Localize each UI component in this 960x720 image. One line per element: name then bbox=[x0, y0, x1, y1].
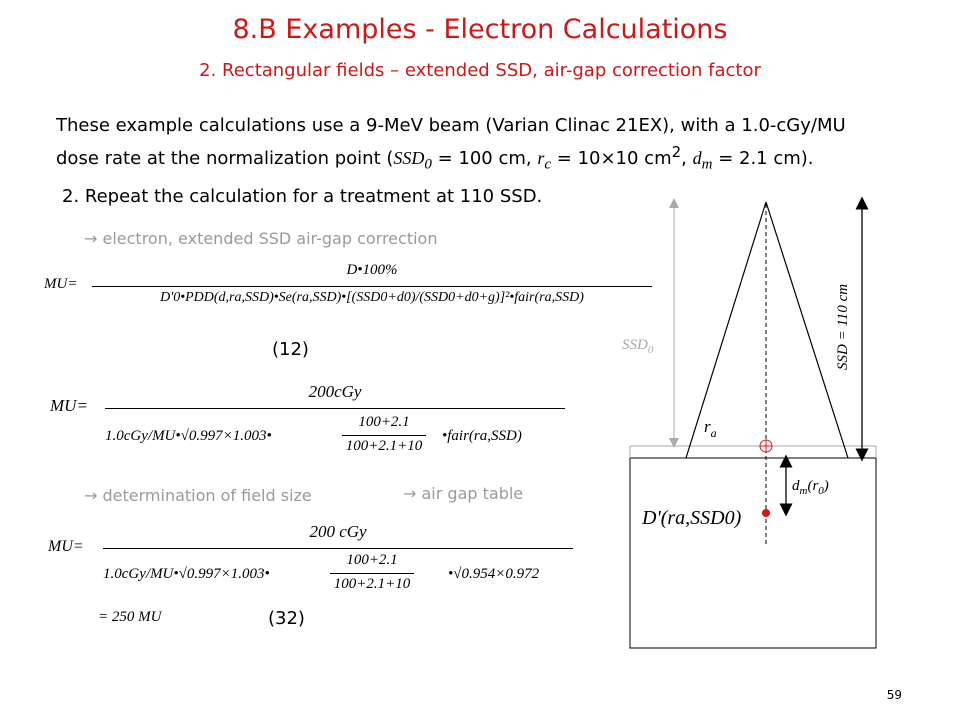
beam-diagram bbox=[600, 190, 940, 660]
eq2-numerator: 200cGy bbox=[308, 382, 362, 401]
arrow-icon: → bbox=[84, 486, 98, 505]
intro-paragraph bbox=[56, 112, 916, 179]
intro-line-2 bbox=[56, 139, 916, 179]
eq2-tail: •fair(ra,SSD) bbox=[442, 428, 522, 444]
eq3-inner-bar bbox=[330, 573, 414, 574]
intro-text: dose rate at the normalization point ( bbox=[56, 148, 394, 169]
step-text: 2. Repeat the calculation for a treatment at 110 SSD. bbox=[62, 186, 543, 207]
arrow-icon: → bbox=[403, 484, 417, 503]
intro-sup2: 2 bbox=[671, 143, 682, 161]
eq3-numerator: 200 cGy bbox=[309, 522, 367, 541]
intro-ssd0 bbox=[393, 148, 432, 173]
eq1-numerator: D•100% bbox=[346, 262, 398, 278]
eq2-lhs: MU= bbox=[50, 396, 88, 415]
intro-dm bbox=[692, 148, 713, 173]
arrow-icon: → bbox=[84, 229, 98, 248]
intro-eq3: = 2.1 cm). bbox=[712, 148, 814, 169]
eq2-fraction-bar bbox=[105, 408, 565, 409]
eq3-inner-denominator: 100+2.1+10 bbox=[333, 576, 411, 592]
eq3-inner-numerator: 100+2.1 bbox=[346, 552, 398, 568]
equation-32 bbox=[48, 520, 578, 610]
air-gap-note-text: electron, extended SSD air-gap correction bbox=[102, 229, 438, 248]
intro-ssd0-sub: 0 bbox=[424, 156, 432, 173]
intro-rc bbox=[537, 148, 552, 173]
intro-ssd0-label: SSD bbox=[393, 148, 425, 168]
dm-label: $d_m(r_0)$ bbox=[792, 478, 829, 497]
slide-title: 8.B Examples - Electron Calculations bbox=[232, 14, 728, 45]
eq3-denominator-a: 1.0cGy/MU•√0.997×1.003• bbox=[103, 566, 270, 582]
intro-rc-label: r bbox=[537, 148, 545, 168]
intro-line-1: These example calculations use a 9-MeV beam (Varian Clinac 21EX), with a 1.0-cGy/MU bbox=[56, 115, 846, 136]
eq2-inner-denominator: 100+2.1+10 bbox=[345, 438, 423, 454]
slide-subtitle: 2. Rectangular fields – extended SSD, air-gap correction factor bbox=[199, 60, 761, 81]
intro-dm-sub: m bbox=[701, 156, 713, 173]
intro-rc-sub: c bbox=[544, 156, 552, 173]
phantom-box bbox=[630, 458, 876, 648]
ssd0-label: $SSD_0$ bbox=[622, 337, 654, 356]
eq1-fraction-bar bbox=[92, 286, 652, 287]
intro-eq1: = 100 cm, bbox=[431, 148, 538, 169]
page-number: 59 bbox=[886, 688, 902, 702]
eq2-inner-bar bbox=[342, 435, 426, 436]
eq2-inner-numerator: 100+2.1 bbox=[358, 414, 410, 430]
air-gap-table-note-text: air gap table bbox=[421, 484, 524, 503]
eq-number-32: (32) bbox=[268, 608, 305, 629]
eq1-lhs: MU= bbox=[44, 276, 78, 292]
eq2-denominator-a: 1.0cGy/MU•√0.997×1.003• bbox=[105, 428, 272, 444]
air-gap-table-note bbox=[403, 484, 523, 503]
beam-edge-left bbox=[686, 202, 766, 458]
intro-comma: , bbox=[681, 148, 693, 169]
eq1-denominator: D'0•PDD(d,ra,SSD)•Se(ra,SSD)•[(SSD0+d0)/(SSD0+d0+g)]²•fair(ra,SSD) bbox=[160, 290, 584, 305]
eq3-lhs: MU= bbox=[48, 538, 84, 555]
intro-eq2: = 10×10 cm bbox=[551, 148, 672, 169]
air-gap-note bbox=[84, 229, 437, 248]
intro-dm-label: d bbox=[692, 148, 702, 168]
equation-2 bbox=[50, 378, 570, 468]
eq3-tail: •√0.954×0.972 bbox=[448, 566, 540, 582]
ra-label: $r_a$ bbox=[704, 417, 717, 440]
dose-point bbox=[762, 509, 770, 517]
field-size-note bbox=[84, 486, 312, 505]
equation-12 bbox=[44, 262, 664, 322]
eq3-fraction-bar bbox=[103, 548, 573, 549]
field-size-note-text: determination of field size bbox=[102, 486, 312, 505]
eq-number-12: (12) bbox=[272, 339, 309, 360]
result: = 250 MU bbox=[98, 609, 162, 625]
ssd-label: SSD = 110 cm bbox=[835, 283, 851, 370]
dose-label: D'(ra,SSD0) bbox=[642, 507, 742, 529]
